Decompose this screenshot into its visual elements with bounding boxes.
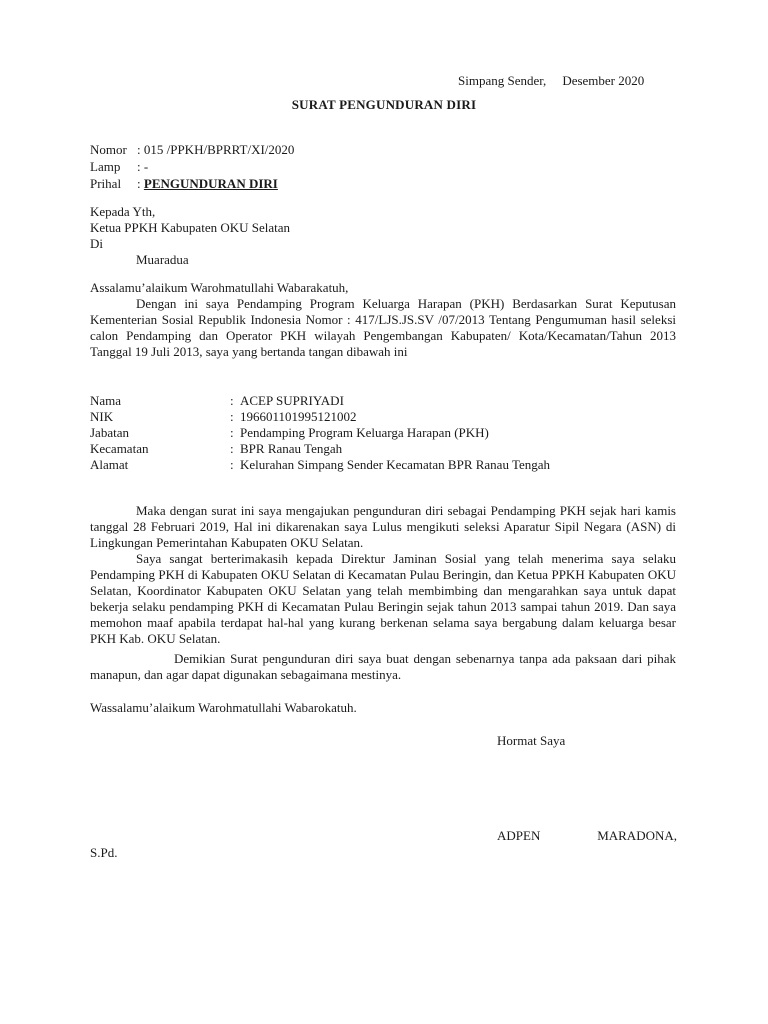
identity-label: Alamat: [90, 457, 129, 472]
identity-label: Jabatan: [90, 425, 129, 440]
identity-row: [90, 457, 550, 473]
identity-sep: :: [230, 409, 234, 424]
signer-first-name: ADPEN: [497, 828, 541, 843]
hormat-saya: Hormat Saya: [497, 733, 566, 748]
identity-label: NIK: [90, 409, 114, 424]
paragraph-4: [90, 651, 676, 683]
paragraph-4-text: Demikian Surat pengunduran diri saya buat dengan sebenarnya tanpa ada paksaan dari pihak manapun, dan agar dapat digunakan sebagaimana mestinya.: [90, 651, 676, 682]
paragraph-3-text: Saya sangat berterimakasih kepada Direktur Jaminan Sosial yang telah menerima saya selaku Pendamping PKH di Kabupaten OKU Selatan di Kecamatan Pulau Beringin, dan Ketua PPKH Kabupaten OKU Selatan, Koordinator Kabupaten OKU Selatan yang telah membimbing dan mengarahkan saya untuk dapat bekerja selaku pendamping PKH di Kecamatan Pulau Beringin sejak tahun 2013 sampai tahun 2019. Dan saya memohon maaf apabila terdapat hal-hal yang kurang berkenan selama saya bergabung dalam keluarga besar PKH Kab. OKU Selatan.: [90, 551, 676, 646]
letter-meta: [90, 141, 294, 192]
signer-last-name: MARADONA,: [597, 828, 677, 843]
lamp-value: : -: [137, 159, 149, 174]
identity-table: [90, 393, 550, 473]
identity-label: Nama: [90, 393, 122, 408]
paragraph-1-text: Dengan ini saya Pendamping Program Keluarga Harapan (PKH) Berdasarkan Surat Keputusan Kementerian Sosial Republik Indonesia Nomor : 417/LJS.JS.SV /07/2013 Tentang Pengumuman hasil seleksi calon Pendamping dan Operator PKH wilayah Pengembangan Kabupaten/ Kota/Kecamatan/Tahun 2013 Tanggal 19 Juli 2013, saya yang bertanda tangan dibawah ini: [90, 296, 676, 359]
identity-row: [90, 393, 550, 409]
letter-place: Simpang Sender,: [458, 73, 547, 88]
identity-row: [90, 425, 550, 441]
signer-name: [497, 828, 677, 844]
recipient-line-1: Kepada Yth,: [90, 204, 156, 219]
prihal-value: PENGUNDURAN DIRI: [143, 176, 278, 191]
identity-sep: :: [230, 441, 234, 456]
prihal-label: Prihal: [90, 176, 122, 191]
identity-value: 196601101995121002: [240, 409, 357, 424]
letter-title: SURAT PENGUNDURAN DIRI: [291, 97, 477, 112]
identity-value: Pendamping Program Keluarga Harapan (PKH): [240, 425, 489, 440]
identity-value: ACEP SUPRIYADI: [240, 393, 344, 408]
recipient-line-4: Muaradua: [136, 252, 189, 267]
meta-nomor: [90, 141, 294, 158]
paragraph-1: [90, 296, 676, 360]
identity-row: [90, 409, 550, 425]
closing-salutation: Wassalamu’alaikum Warohmatullahi Wabarokatuh.: [90, 700, 357, 715]
identity-label: Kecamatan: [90, 441, 149, 456]
prihal-sep: :: [137, 176, 144, 191]
nomor-value: : 015 /PPKH/BPRRT/XI/2020: [137, 142, 295, 157]
paragraph-2-text: Maka dengan surat ini saya mengajukan pengunduran diri sebagai Pendamping PKH sejak hari kamis tanggal 28 Februari 2019, Hal ini dikarenakan saya Lulus mengikuti seleksi Aparatur Sipil Negara (ASN) di Lingkungan Pemerintahan Kabupaten OKU Selatan.: [90, 503, 676, 550]
identity-sep: :: [230, 425, 234, 440]
recipient-block: [90, 204, 290, 268]
identity-sep: :: [230, 457, 234, 472]
meta-lamp: [90, 158, 294, 175]
signer-title: S.Pd.: [90, 845, 118, 860]
recipient-line-2: Ketua PPKH Kabupaten OKU Selatan: [90, 220, 291, 235]
recipient-line-3: Di: [90, 236, 103, 251]
paragraph-3: [90, 551, 676, 647]
identity-row: [90, 441, 550, 457]
identity-sep: :: [230, 393, 234, 408]
identity-value: Kelurahan Simpang Sender Kecamatan BPR Ranau Tengah: [240, 457, 551, 472]
lamp-label: Lamp: [90, 159, 121, 174]
nomor-label: Nomor: [90, 142, 127, 157]
greeting: Assalamu’alaikum Warohmatullahi Wabarakatuh,: [90, 280, 349, 295]
paragraph-2: [90, 503, 676, 551]
identity-value: BPR Ranau Tengah: [240, 441, 343, 456]
place-date-line: [458, 73, 644, 89]
meta-prihal: [90, 175, 294, 192]
letter-date: Desember 2020: [562, 73, 645, 88]
